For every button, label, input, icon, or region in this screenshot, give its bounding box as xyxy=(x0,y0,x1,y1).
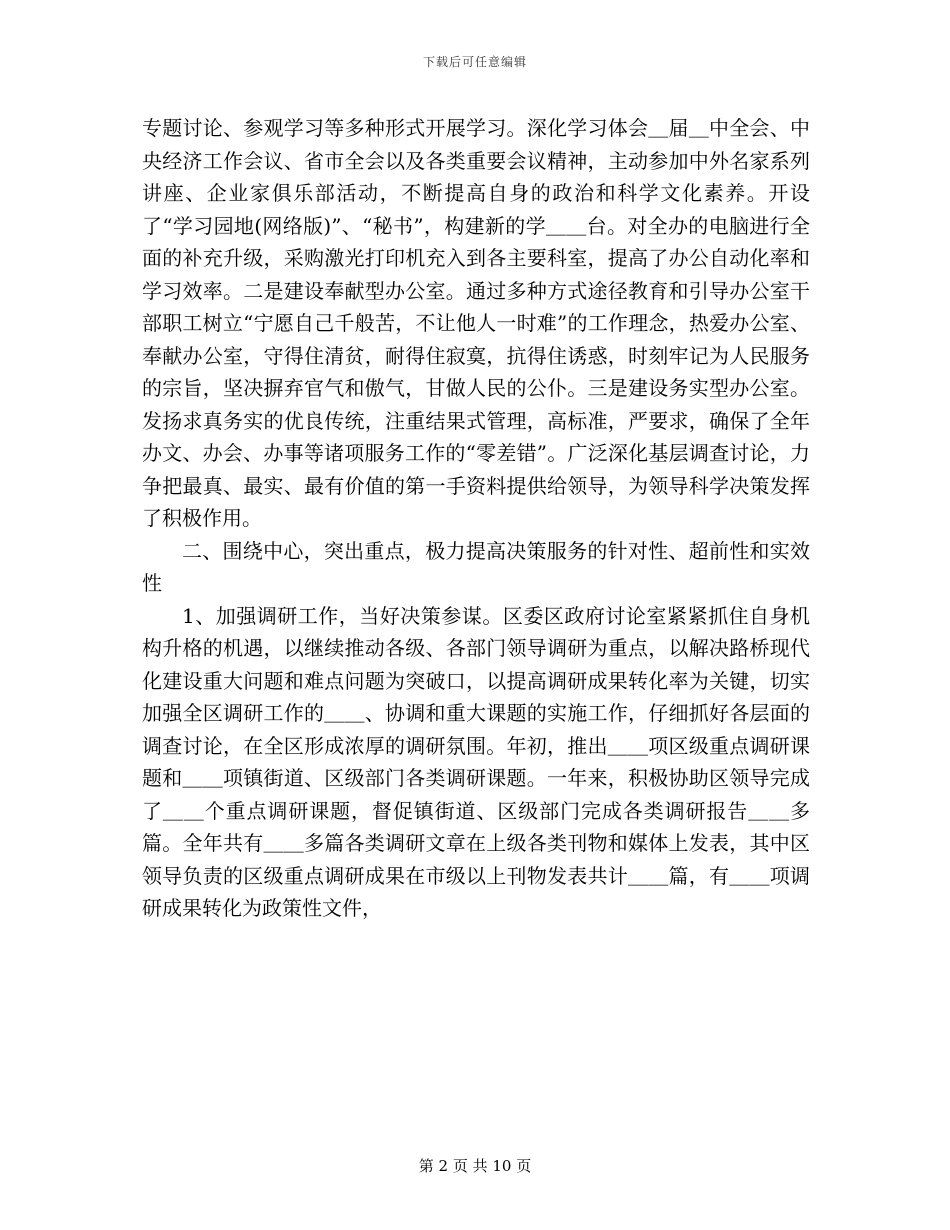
section-heading: 二、围绕中心，突出重点，极力提高决策服务的针对性、超前性和实效性 xyxy=(142,538,810,595)
page-header: 下载后可任意编辑 xyxy=(422,55,527,69)
paragraph-continued: 专题讨论、参观学习等多种形式开展学习。深化学习体会＿届＿中全会、中央经济工作会议、省市全会以及各类重要会议精神，主动参加中外名家系列讲座、企业家俱乐部活动，不断提高自身的政治和科学文化素养。开设了“学习园地(网络版)”、“秘书”，构建新的学＿＿台。对全办的电脑进行全面的补充升级，采购激光打印机充入到各主要科室，提高了办公自动化率和学习效率。二是建设奉献型办公室。通过多种方式途径教育和引导办公室干部职工树立“宁愿自己千般苦，不让他人一时难”的工作理念，热爱办公室、奉献办公室，守得住清贫，耐得住寂寞，抗得住诱惑，时刻牢记为人民服务的宗旨，坚决摒弃官气和傲气，甘做人民的公仆。三是建设务实型办公室。发扬求真务实的优良传统，注重结果式管理，高标准，严要求，确保了全年办文、办会、办事等诸项服务工作的“零差错”。广泛深化基层调查讨论，力争把最真、最实、最有价值的第一手资料提供给领导，为领导科学决策发挥了积极作用。 xyxy=(142,116,810,530)
paragraph: 1、加强调研工作，当好决策参谋。区委区政府讨论室紧紧抓住自身机构升格的机遇，以继续推动各级、各部门领导调研为重点，以解决路桥现代化建设重大问题和难点问题为突破口，以提高调研成果转化率为关键，切实加强全区调研工作的＿＿、协调和重大课题的实施工作，仔细抓好各层面的调查讨论，在全区形成浓厚的调研氛围。年初，推出＿＿项区级重点调研课题和＿＿项镇街道、区级部门各类调研课题。一年来，积极协助区领导完成了＿＿个重点调研课题，督促镇街道、区级部门完成各类调研报告＿＿多篇。全年共有＿＿多篇各类调研文章在上级各类刊物和媒体上发表，其中区领导负责的区级重点调研成果在市级以上刊物发表共计＿＿篇，有＿＿项调研成果转化为政策性文件， xyxy=(142,603,810,920)
page-footer: 第 2 页 共 10 页 xyxy=(418,1157,532,1175)
document-body xyxy=(142,112,810,925)
